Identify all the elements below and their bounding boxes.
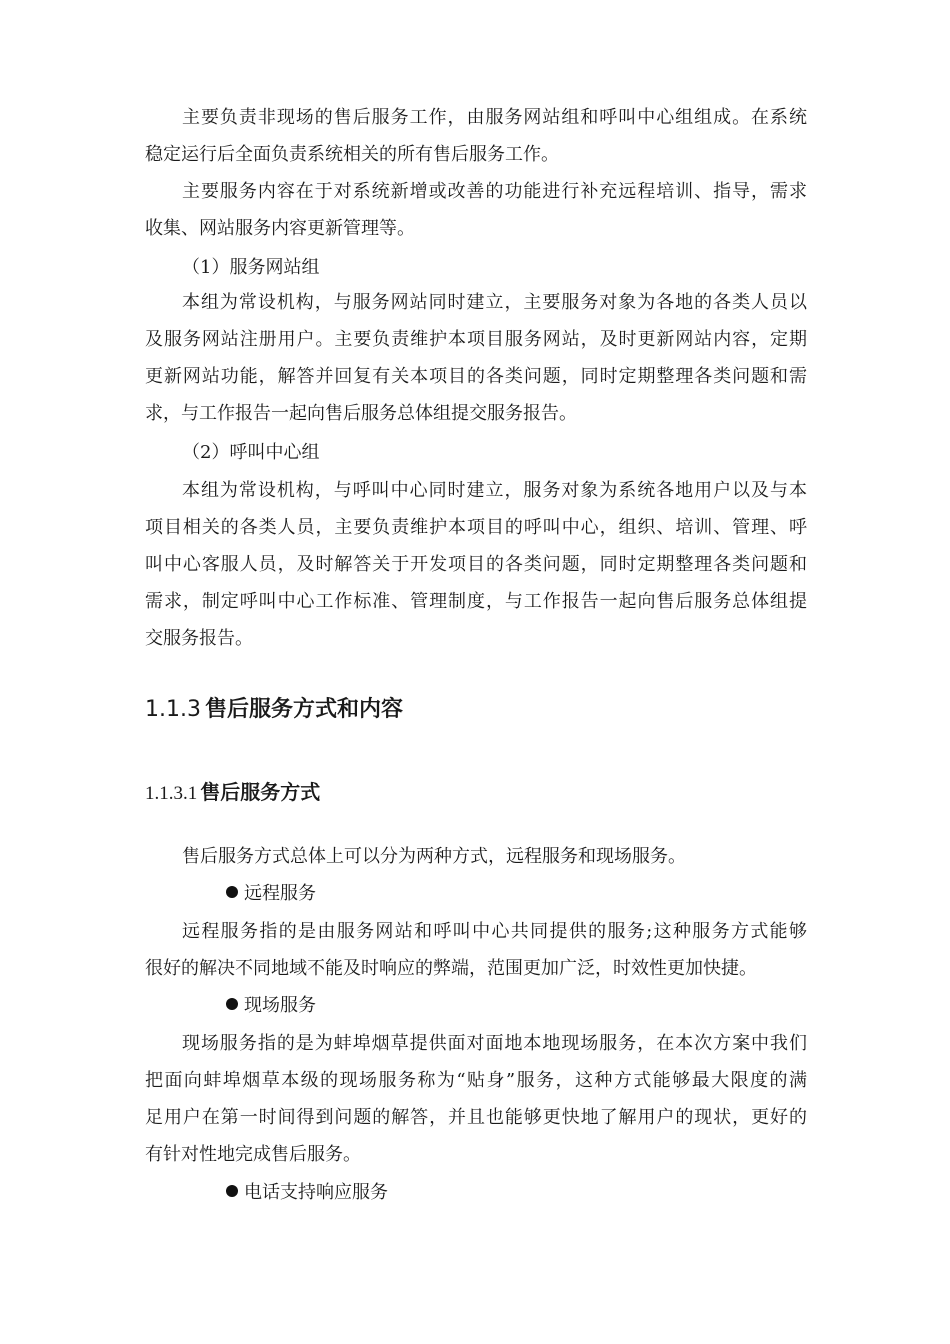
paragraph-onsite-service — [145, 1025, 807, 1173]
paragraph-service-content — [145, 173, 807, 247]
text-line: 更新网站功能，解答并回复有关本项目的各类问题，同时定期整理各类问题和需 — [145, 366, 807, 387]
bullet-icon — [226, 886, 238, 898]
section-title: 售后服务方式和内容 — [204, 697, 403, 722]
list-item-call-center-group: （2）呼叫中心组 — [182, 442, 320, 463]
text-line: 收集、网站服务内容更新管理等。 — [145, 218, 415, 239]
text-line: 远程服务指的是由服务网站和呼叫中心共同提供的服务;这种服务方式能够 — [182, 921, 807, 942]
text-line: 求，与工作报告一起向售后服务总体组提交服务报告。 — [145, 403, 577, 424]
text-line: 交服务报告。 — [145, 628, 253, 649]
text-line: 本组为常设机构，与呼叫中心同时建立，服务对象为系统各地用户以及与本 — [182, 480, 807, 501]
section-number: 1.1.3 — [145, 697, 201, 722]
text-line: 叫中心客服人员，及时解答关于开发项目的各类问题，同时定期整理各类问题和 — [145, 554, 807, 575]
paragraph-service-modes: 售后服务方式总体上可以分为两种方式，远程服务和现场服务。 — [182, 846, 686, 867]
bullet-item-phone-support — [226, 1174, 388, 1211]
bullet-icon — [226, 998, 238, 1010]
section-title: 售后服务方式 — [200, 780, 321, 804]
bullet-icon — [226, 1185, 238, 1197]
paragraph-call-center-group — [145, 472, 807, 657]
text-line: 主要服务内容在于对系统新增或改善的功能进行补充远程培训、指导，需求 — [182, 181, 807, 202]
text-line: 很好的解决不同地域不能及时响应的弊端，范围更加广泛，时效性更加快捷。 — [145, 958, 757, 979]
paragraph-remote-service — [145, 913, 807, 987]
text-line: 有针对性地完成售后服务。 — [145, 1144, 361, 1165]
bullet-item-remote-service — [226, 875, 316, 912]
paragraph-offsite-service — [145, 99, 807, 173]
section-heading-1-1-3-1 — [145, 776, 320, 805]
bullet-item-onsite-service — [226, 987, 316, 1024]
text-line: 主要负责非现场的售后服务工作，由服务网站组和呼叫中心组组成。在系统 — [182, 107, 807, 128]
list-item-website-group: （1）服务网站组 — [182, 257, 320, 278]
text-line: 把面向蚌埠烟草本级的现场服务称为“贴身”服务，这种方式能够最大限度的满 — [145, 1070, 807, 1091]
text-line: 足用户在第一时间得到问题的解答，并且也能够更快地了解用户的现状，更好的 — [145, 1107, 807, 1128]
bullet-label: 远程服务 — [244, 883, 316, 904]
text-line: 需求，制定呼叫中心工作标准、管理制度，与工作报告一起向售后服务总体组提 — [145, 591, 807, 612]
paragraph-website-group — [145, 284, 807, 432]
text-line: 本组为常设机构，与服务网站同时建立，主要服务对象为各地的各类人员以 — [182, 292, 807, 313]
section-heading-1-1-3 — [145, 692, 403, 723]
text-line: 现场服务指的是为蚌埠烟草提供面对面地本地现场服务，在本次方案中我们 — [182, 1033, 807, 1054]
bullet-label: 现场服务 — [244, 995, 316, 1016]
section-number: 1.1.3.1 — [145, 783, 198, 804]
text-line: 稳定运行后全面负责系统相关的所有售后服务工作。 — [145, 144, 559, 165]
text-line: 及服务网站注册用户。主要负责维护本项目服务网站，及时更新网站内容，定期 — [145, 329, 807, 350]
bullet-label: 电话支持响应服务 — [244, 1182, 388, 1203]
text-line: 项目相关的各类人员，主要负责维护本项目的呼叫中心，组织、培训、管理、呼 — [145, 517, 807, 538]
